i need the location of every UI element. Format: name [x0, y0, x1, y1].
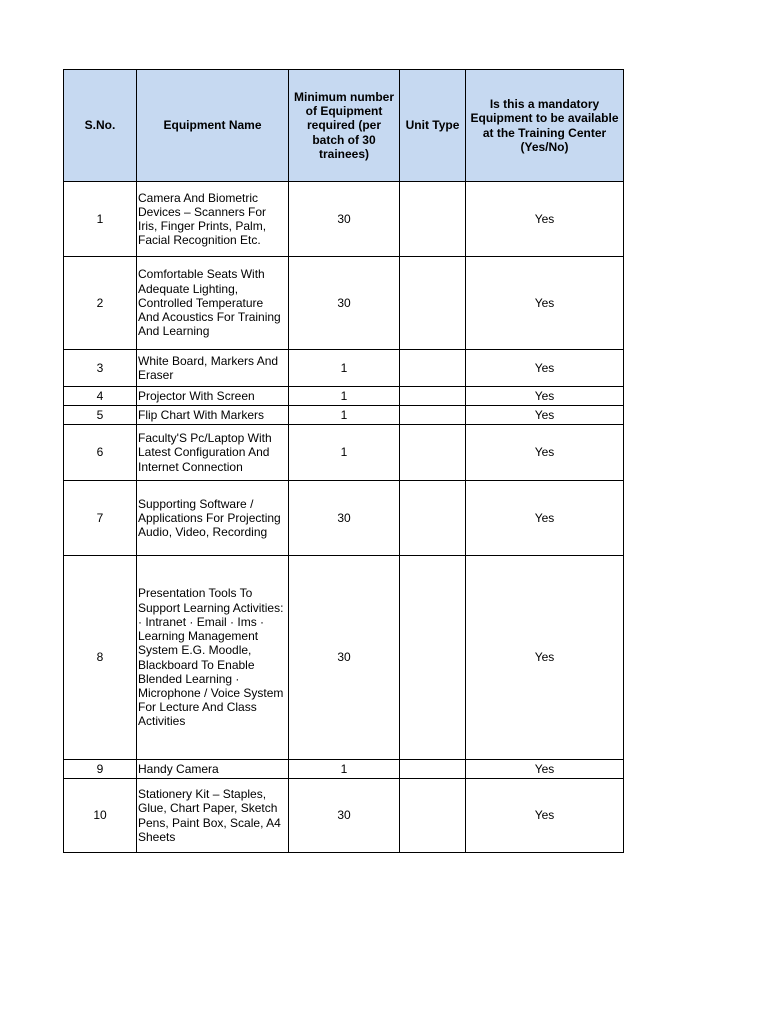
header-unit-type: Unit Type — [400, 70, 466, 182]
cell-equipment-name: Comfortable Seats With Adequate Lighting, Controlled Temperature And Acoustics For Training And Learning — [137, 257, 289, 350]
cell-minimum-number: 1 — [289, 406, 400, 425]
cell-sno: 7 — [64, 481, 137, 556]
cell-mandatory: Yes — [466, 779, 624, 853]
header-sno: S.No. — [64, 70, 137, 182]
cell-equipment-name: Projector With Screen — [137, 387, 289, 406]
cell-minimum-number: 1 — [289, 350, 400, 387]
cell-minimum-number: 1 — [289, 425, 400, 481]
cell-mandatory: Yes — [466, 760, 624, 779]
cell-sno: 3 — [64, 350, 137, 387]
cell-unit-type — [400, 779, 466, 853]
cell-sno: 5 — [64, 406, 137, 425]
cell-minimum-number: 30 — [289, 257, 400, 350]
cell-minimum-number: 1 — [289, 387, 400, 406]
table-row — [64, 556, 624, 760]
cell-unit-type — [400, 257, 466, 350]
table-row — [64, 387, 624, 406]
table-row — [64, 779, 624, 853]
cell-sno: 8 — [64, 556, 137, 760]
cell-sno: 9 — [64, 760, 137, 779]
cell-minimum-number: 30 — [289, 556, 400, 760]
cell-unit-type — [400, 387, 466, 406]
cell-equipment-name: Stationery Kit – Staples, Glue, Chart Paper, Sketch Pens, Paint Box, Scale, A4 Sheets — [137, 779, 289, 853]
table-row — [64, 257, 624, 350]
table-row — [64, 182, 624, 257]
header-minimum-number: Minimum number of Equipment required (per batch of 30 trainees) — [289, 70, 400, 182]
cell-equipment-name: Camera And Biometric Devices – Scanners For Iris, Finger Prints, Palm, Facial Recognition Etc. — [137, 182, 289, 257]
equipment-table — [63, 69, 624, 853]
cell-minimum-number: 1 — [289, 760, 400, 779]
cell-equipment-name: Faculty'S Pc/Laptop With Latest Configuration And Internet Connection — [137, 425, 289, 481]
header-row — [64, 70, 624, 182]
cell-equipment-name: Flip Chart With Markers — [137, 406, 289, 425]
cell-minimum-number: 30 — [289, 779, 400, 853]
cell-sno: 1 — [64, 182, 137, 257]
cell-mandatory: Yes — [466, 406, 624, 425]
cell-mandatory: Yes — [466, 425, 624, 481]
table-row — [64, 425, 624, 481]
cell-mandatory: Yes — [466, 257, 624, 350]
cell-unit-type — [400, 406, 466, 425]
cell-minimum-number: 30 — [289, 481, 400, 556]
table-row — [64, 481, 624, 556]
cell-minimum-number: 30 — [289, 182, 400, 257]
header-equipment-name: Equipment Name — [137, 70, 289, 182]
cell-sno: 4 — [64, 387, 137, 406]
cell-equipment-name: Supporting Software / Applications For Projecting Audio, Video, Recording — [137, 481, 289, 556]
cell-equipment-name: Handy Camera — [137, 760, 289, 779]
cell-sno: 10 — [64, 779, 137, 853]
cell-unit-type — [400, 481, 466, 556]
cell-mandatory: Yes — [466, 387, 624, 406]
cell-sno: 2 — [64, 257, 137, 350]
table-row — [64, 350, 624, 387]
cell-mandatory: Yes — [466, 481, 624, 556]
cell-unit-type — [400, 556, 466, 760]
cell-unit-type — [400, 182, 466, 257]
cell-equipment-name: Presentation Tools To Support Learning Activities: · Intranet · Email · Ims · Learning Management System E.G. Moodle, Blackboard To Enable Blended Learning · Microphone / Voice System For Lecture And Class Activities — [137, 556, 289, 760]
table-row — [64, 760, 624, 779]
cell-mandatory: Yes — [466, 556, 624, 760]
cell-unit-type — [400, 425, 466, 481]
cell-equipment-name: White Board, Markers And Eraser — [137, 350, 289, 387]
equipment-sheet — [63, 69, 623, 853]
table-row — [64, 406, 624, 425]
cell-mandatory: Yes — [466, 182, 624, 257]
cell-mandatory: Yes — [466, 350, 624, 387]
header-mandatory: Is this a mandatory Equipment to be available at the Training Center (Yes/No) — [466, 70, 624, 182]
cell-unit-type — [400, 760, 466, 779]
cell-sno: 6 — [64, 425, 137, 481]
cell-unit-type — [400, 350, 466, 387]
